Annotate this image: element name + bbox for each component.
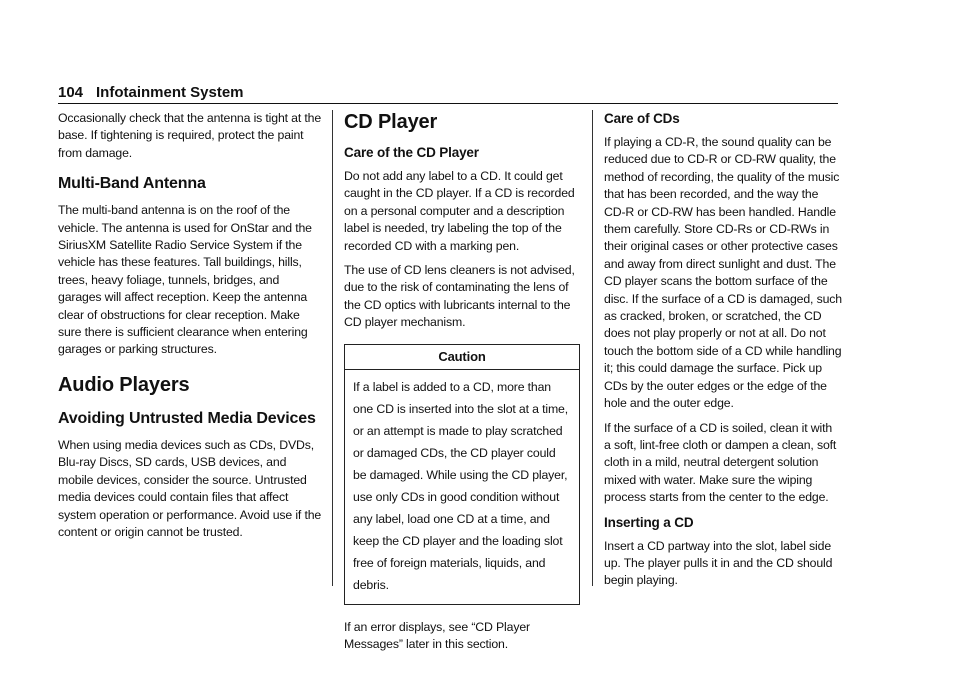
care-of-cd-player-heading: Care of the CD Player — [344, 145, 479, 160]
inserting-cd-paragraph: Insert a CD partway into the slot, label side up. The player pulls it in and the CD should begin playing. — [604, 538, 833, 588]
page-header — [58, 84, 838, 104]
column-right — [604, 110, 842, 597]
column-divider-1 — [332, 110, 333, 586]
column-middle — [344, 110, 580, 661]
untrusted-media-paragraph: When using media devices such as CDs, DVDs, Blu-ray Discs, SD cards, USB devices, and mobile devices, consider the source. Untrusted media devices could contain files that affect system operation or performance. Avoid use if the content or origin cannot be trusted. — [58, 437, 322, 539]
antenna-intro-paragraph: Occasionally check that the antenna is tight at the base. If tightening is required, protect the paint from damage. — [58, 111, 322, 160]
error-message-paragraph: If an error displays, see “CD Player Messages” later in this section. — [344, 620, 530, 652]
care-cd-player-paragraph-2: The use of CD lens cleaners is not advised, due to the risk of contaminating the lens of the CD optics with lubricants internal to the CD player mechanism. — [344, 263, 575, 330]
caution-box — [344, 344, 580, 605]
care-of-cds-paragraph-1: If playing a CD-R, the sound quality can be reduced due to CD-R or CD-RW quality, the method of recording, the quality of the music that has been recorded, and the way the CD-R or CD-RW has been handled. Handle them carefully. Store CD-Rs or CD-RWs in their original cases or other protective cases and away from direct sunlight and dust. The CD player scans the bottom surface of the disc. If the surface of a CD is damaged, such as cracked, broken, or scratched, the CD does not play properly or not at all. Do not touch the bottom side of a CD while handling it; this could damage the surface. Pick up CDs by the outer edges or the edge of the hole and the outer edge. — [604, 135, 842, 411]
care-cd-player-paragraph-1: Do not add any label to a CD. It could get caught in the CD player. If a CD is recorded on a personal computer and a description label is needed, try labeling the top of the recorded CD with a marking pen. — [344, 169, 575, 253]
multiband-antenna-heading: Multi-Band Antenna — [58, 175, 206, 193]
caution-title: Caution — [345, 345, 579, 370]
caution-text: If a label is added to a CD, more than one CD is inserted into the slot at a time, or an attempt is made to play scratched or damaged CDs, the CD player could be damaged. While using the CD player, use only CDs in good condition without any label, load one CD at a time, and keep the CD player and the loading slot free of foreign materials, liquids, and debris. — [353, 380, 569, 593]
care-of-cds-paragraph-2: If the surface of a CD is soiled, clean it with a soft, lint-free cloth or dampen a clean, soft cloth in a mild, neutral detergent solution mixed with water. Make sure the wiping process starts from the center to the edge. — [604, 420, 837, 505]
column-left — [58, 110, 322, 548]
multiband-antenna-paragraph: The multi-band antenna is on the roof of the vehicle. The antenna is used for OnStar and the SiriusXM Satellite Radio Service System if the vehicle has these features. Tall buildings, hills, trees, heavy foliage, tunnels, bridges, and garages will affect reception. Keep the antenna clear of obstructions for clear reception. Make sure there is sufficient clearance when entering garages or parking structures. — [58, 203, 312, 357]
header-rule — [58, 103, 838, 104]
page-number: 104 — [58, 84, 84, 101]
audio-players-heading: Audio Players — [58, 373, 190, 396]
section-title: Infotainment System — [96, 84, 244, 101]
untrusted-media-heading: Avoiding Untrusted Media Devices — [58, 409, 316, 427]
inserting-cd-heading: Inserting a CD — [604, 514, 694, 530]
cd-player-heading: CD Player — [344, 111, 438, 133]
column-divider-2 — [592, 110, 593, 586]
care-of-cds-heading: Care of CDs — [604, 111, 680, 126]
